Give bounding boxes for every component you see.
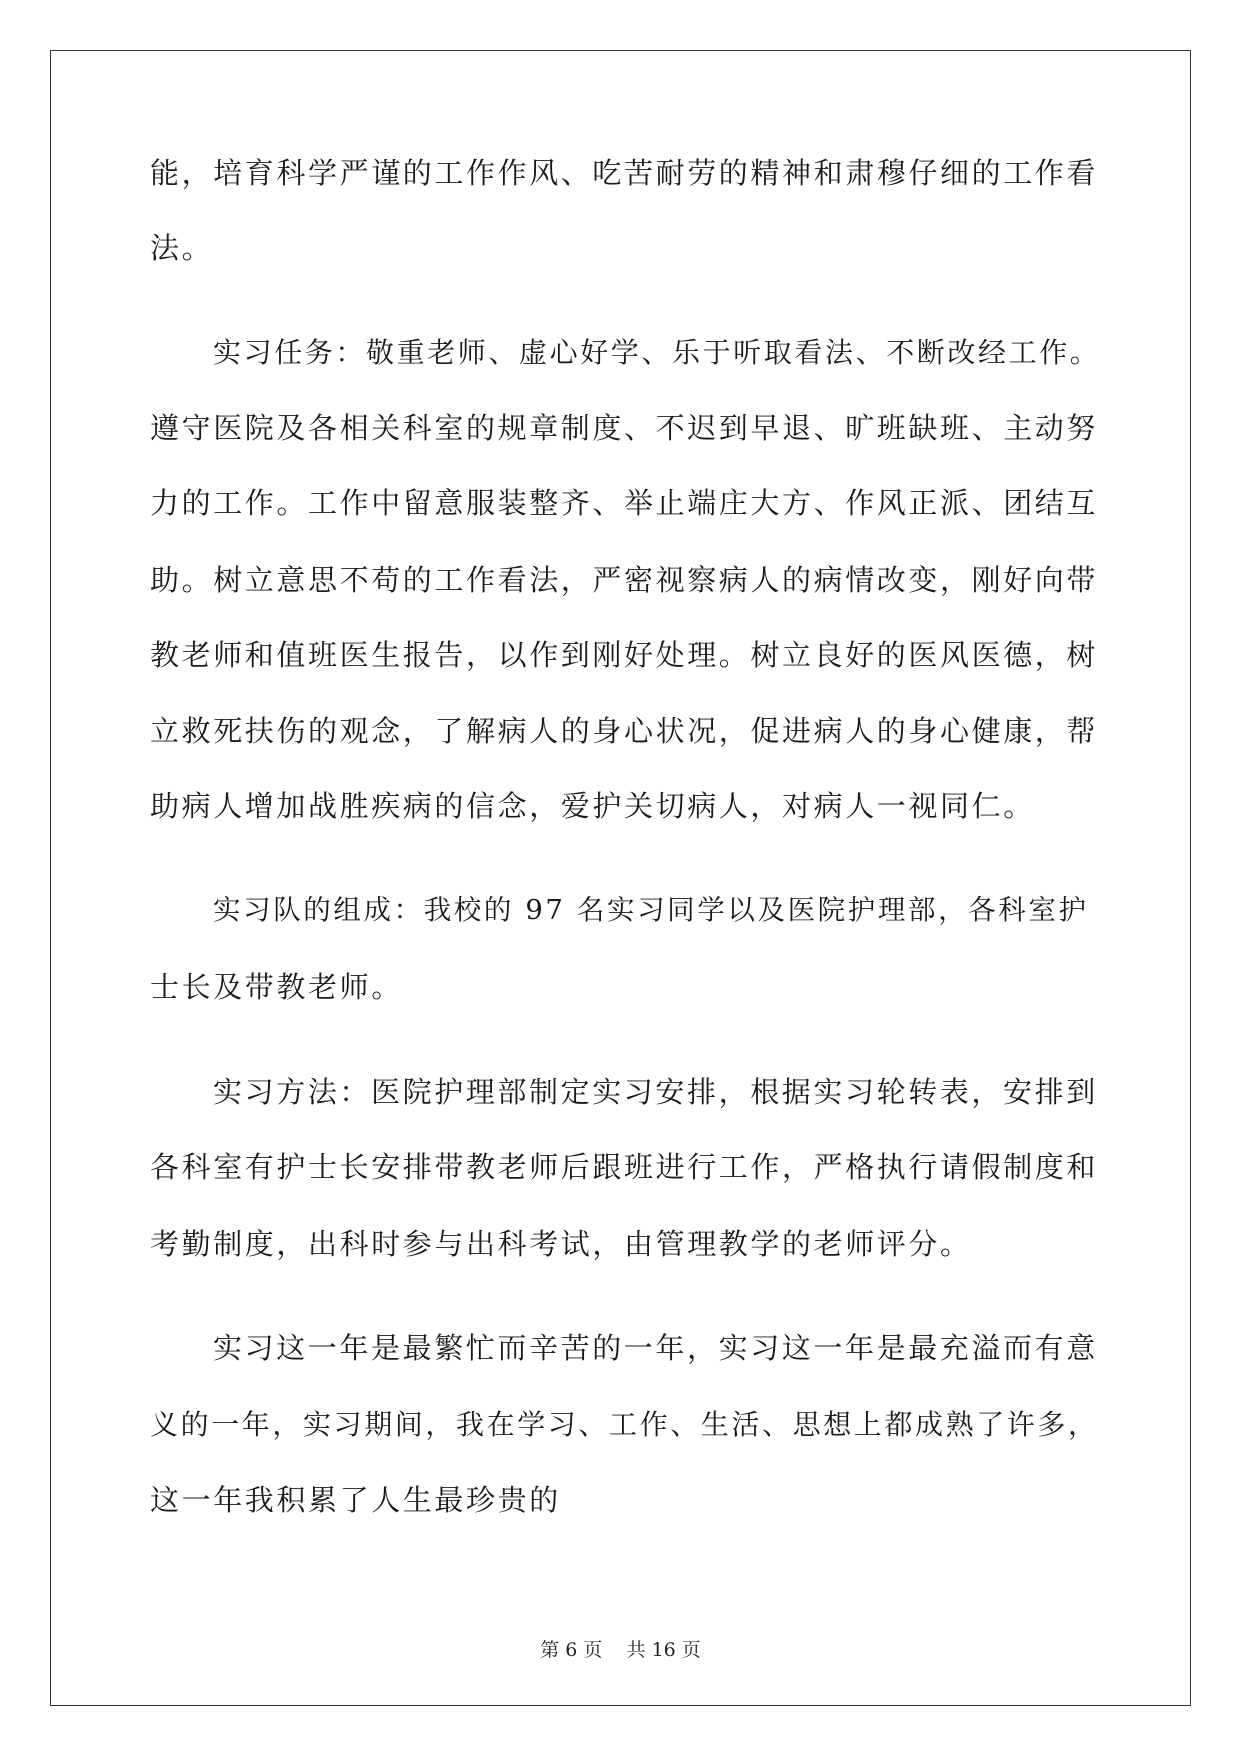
page-border (50, 50, 1191, 1706)
text-line-15: 实习这一年是最繁忙而辛苦的一年，实习这一年是最充溢而有意 (213, 1331, 1098, 1365)
text-line-16: 义的一年，实习期间，我在学习、工作、生活、思想上都成熟了许多， (150, 1408, 1099, 1441)
text-line-2: 法。 (150, 231, 214, 265)
text-line-9: 助病人增加战胜疾病的信念，爱护关切病人，对病人一视同仁。 (150, 789, 1035, 823)
text-line-8: 立救死扶伤的观念，了解病人的身心状况，促进病人的身心健康，帮 (150, 714, 1099, 748)
text-line-6: 助。树立意思不苟的工作看法，严密视察病人的病情改变，刚好向带 (150, 563, 1099, 597)
text-line-7: 教老师和值班医生报告，以作到刚好处理。树立良好的医风医德，树 (150, 638, 1099, 672)
text-line-11: 士长及带教老师。 (150, 970, 403, 1004)
text-line-12: 实习方法：医院护理部制定实习安排，根据实习轮转表，安排到 (213, 1075, 1098, 1109)
text-line-5: 力的工作。工作中留意服装整齐、举止端庄大方、作风正派、团结互 (150, 486, 1099, 520)
text-line-3: 实习任务：敬重老师、虚心好学、乐于听取看法、不断改经工作。 (213, 336, 1101, 369)
text-line-4: 遵守医院及各相关科室的规章制度、不迟到早退、旷班缺班、主动努 (150, 411, 1099, 445)
text-line-17: 这一年我积累了人生最珍贵的 (150, 1483, 561, 1517)
text-line-1: 能，培育科学严谨的工作作风、吃苦耐劳的精神和肃穆仔细的工作看 (150, 156, 1099, 190)
text-line-13: 各科室有护士长安排带教老师后跟班进行工作，严格执行请假制度和 (150, 1150, 1099, 1184)
text-line-14: 考勤制度，出科时参与出科考试，由管理教学的老师评分。 (150, 1227, 972, 1261)
text-line-10: 实习队的组成：我校的 97 名实习同学以及医院护理部，各科室护 (213, 894, 1089, 926)
page-number-footer: 第 6 页 共 16 页 (540, 1639, 701, 1661)
